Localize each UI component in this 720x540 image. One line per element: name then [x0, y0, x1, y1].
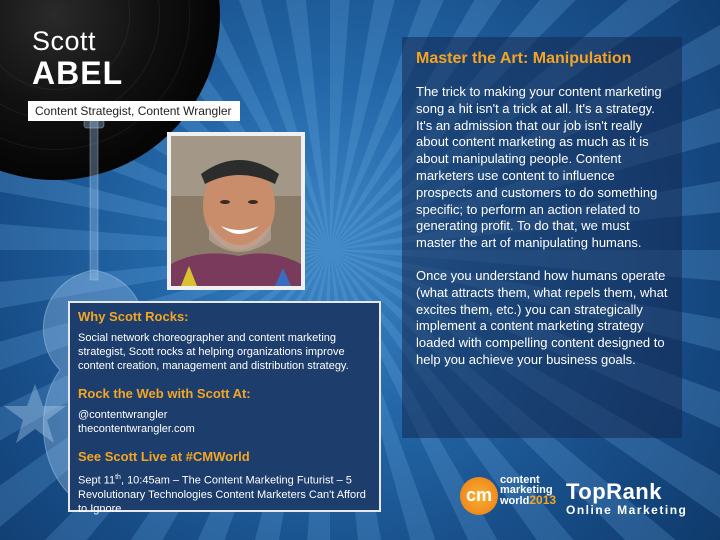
cmw-line-1: content	[500, 474, 540, 486]
session-date-suffix: th	[115, 474, 121, 481]
cmw-mark: cm	[460, 477, 498, 515]
twitter-handle[interactable]: @contentwrangler	[78, 409, 168, 421]
content-marketing-world-logo	[456, 473, 560, 521]
speaker-first-name: Scott	[32, 26, 97, 56]
cmw-line-3: world2013	[500, 493, 557, 507]
rock-heading: Rock the Web with Scott At:	[78, 386, 251, 401]
speaker-name	[32, 26, 123, 90]
why-text: Social network choreographer and content marketing strategist, Scott rocks at helping organizations improve content creation, management and distribution strategy.	[78, 332, 349, 372]
why-heading: Why Scott Rocks:	[78, 309, 189, 324]
speaker-info-panel	[68, 301, 381, 515]
cmw-year: 2013	[529, 493, 557, 507]
article-title: Master the Art: Manipulation	[416, 50, 632, 67]
session-description: , 10:45am – The Content Marketing Futurist – 5 Revolutionary Technologies Content Marketers Can't Afford to Ignore	[78, 474, 366, 515]
website-link[interactable]: thecontentwrangler.com	[78, 423, 195, 435]
speaker-photo	[167, 132, 305, 290]
star-icon	[0, 380, 70, 450]
session-date: Sept 11	[78, 474, 116, 487]
toprank-name: TopRank	[566, 479, 662, 504]
article-paragraph-1: The trick to making your content marketing song a hit isn't a trick at all. It's a strategy. It's an admission that our job isn't really about content marketing as much as it is about manipulating people. Content marketers use content to influence prospects and customers to do something specific; to perform an action related to generating profit. To do that, we must master the art of manipulating humans.	[416, 84, 662, 251]
article-paragraph-2: Once you understand how humans operate (what attracts them, what repels them, what excites them, etc.) you can strategically implement a content marketing strategy loaded with compelling content designed to help you achieve your business goals.	[416, 267, 668, 367]
speaker-title: Content Strategist, Content Wrangler	[28, 101, 240, 121]
cmw-wordmark	[500, 475, 556, 506]
session-details	[78, 471, 371, 516]
speaker-last-name: ABEL	[32, 55, 124, 91]
article-panel	[402, 37, 682, 438]
toprank-logo	[566, 479, 687, 517]
cmw-line-2: marketing	[500, 484, 553, 496]
toprank-subtitle: Online Marketing	[566, 503, 688, 517]
live-heading: See Scott Live at #CMWorld	[78, 449, 250, 464]
